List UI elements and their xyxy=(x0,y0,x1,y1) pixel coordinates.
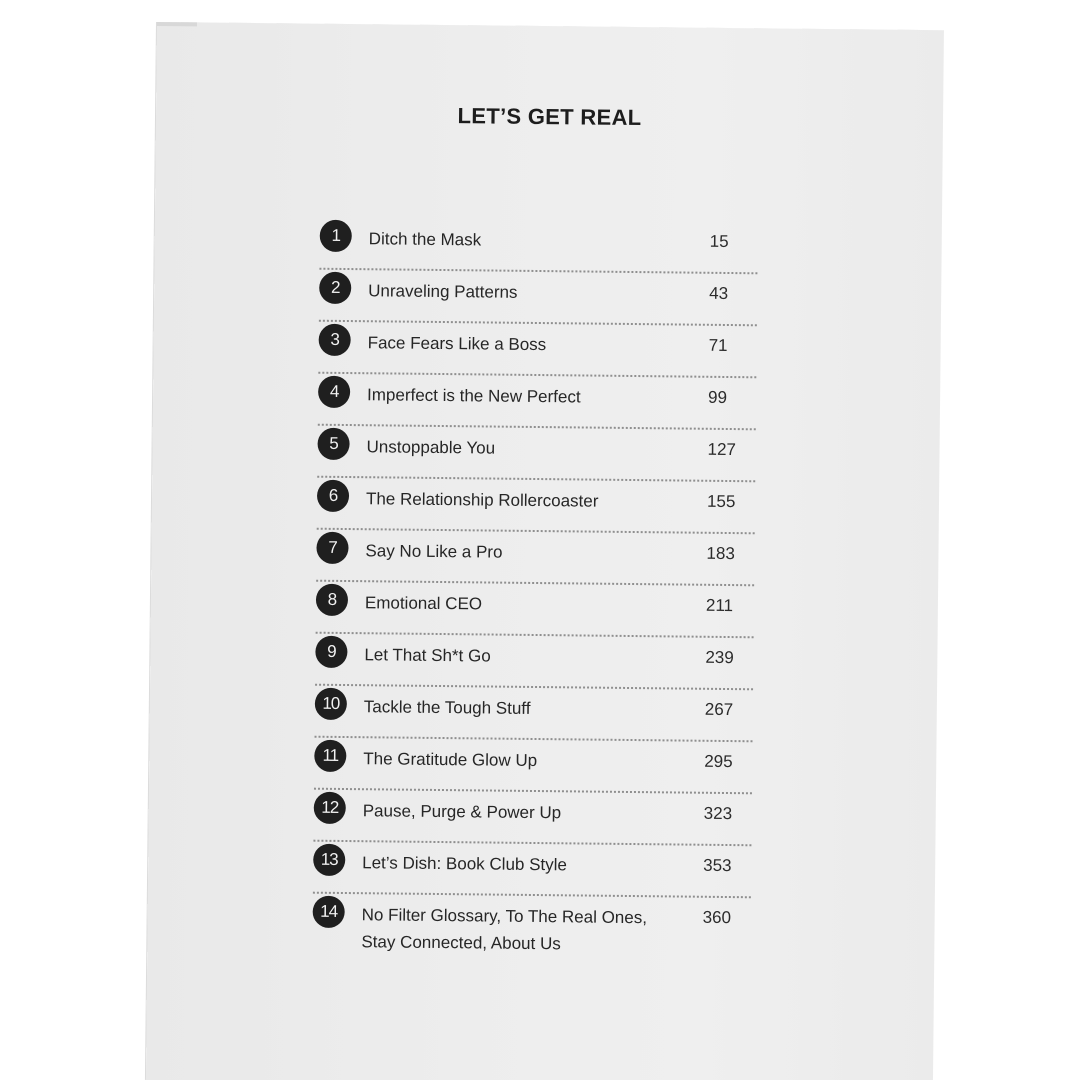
chapter-title: Say No Like a Pro xyxy=(365,541,503,562)
chapter-page-number: 267 xyxy=(704,699,734,720)
book-page xyxy=(146,22,944,1080)
chapter-number-badge: 2 xyxy=(319,272,351,304)
chapter-page-number: 15 xyxy=(709,231,729,251)
toc-row[interactable] xyxy=(318,322,757,379)
chapter-number-badge: 7 xyxy=(316,532,348,564)
chapter-number-badge: 13 xyxy=(313,844,345,876)
chapter-number-badge: 11 xyxy=(314,740,346,772)
chapter-title: Tackle the Tough Stuff xyxy=(363,697,531,718)
chapter-title: Unraveling Patterns xyxy=(368,281,518,302)
chapter-page-number: 360 xyxy=(702,907,732,928)
chapter-title: Emotional CEO xyxy=(364,593,483,614)
chapter-title: Ditch the Mask xyxy=(368,229,482,250)
chapter-page-number: 99 xyxy=(708,387,728,407)
toc-row[interactable] xyxy=(314,738,753,795)
chapter-page-number: 155 xyxy=(706,491,736,512)
chapter-number-badge: 10 xyxy=(315,688,347,720)
chapter-title: Imperfect is the New Perfect xyxy=(367,385,581,407)
chapter-number-badge: 14 xyxy=(313,896,345,928)
toc-row[interactable] xyxy=(317,426,756,483)
chapter-page-number: 71 xyxy=(708,335,728,355)
chapter-title: Unstoppable You xyxy=(366,437,496,458)
chapter-title: Face Fears Like a Boss xyxy=(367,333,547,355)
chapter-number-badge: 8 xyxy=(316,584,348,616)
chapter-title: Let’s Dish: Book Club Style xyxy=(362,853,568,875)
chapter-page-number: 239 xyxy=(705,647,734,668)
chapter-page-number: 127 xyxy=(707,439,737,460)
toc-row[interactable] xyxy=(312,894,751,981)
chapter-number-badge: 6 xyxy=(317,480,349,512)
toc-row[interactable] xyxy=(318,374,757,431)
page-title: LET’S GET REAL xyxy=(457,103,642,131)
chapter-title: Let That Sh*t Go xyxy=(364,645,491,666)
toc-row[interactable] xyxy=(313,790,752,847)
chapter-page-number: 323 xyxy=(703,803,733,824)
toc-row[interactable] xyxy=(319,270,758,327)
chapter-title: Pause, Purge & Power Up xyxy=(362,801,562,823)
chapter-number-badge: 4 xyxy=(318,376,350,408)
chapter-page-number: 43 xyxy=(709,283,729,303)
chapter-number-badge: 1 xyxy=(320,220,352,252)
chapter-number-badge: 3 xyxy=(319,324,351,356)
chapter-page-number: 183 xyxy=(706,543,735,564)
table-of-contents xyxy=(312,218,758,981)
toc-row[interactable] xyxy=(316,582,755,639)
chapter-title: The Gratitude Glow Up xyxy=(363,749,538,771)
chapter-number-badge: 12 xyxy=(314,792,346,824)
toc-row[interactable] xyxy=(319,218,758,275)
chapter-number-badge: 5 xyxy=(317,428,349,460)
chapter-page-number: 295 xyxy=(704,751,733,772)
toc-row[interactable] xyxy=(317,478,756,535)
toc-row[interactable] xyxy=(315,686,754,743)
toc-row[interactable] xyxy=(315,634,754,691)
chapter-title: The Relationship Rollercoaster xyxy=(365,489,599,511)
chapter-number-badge: 9 xyxy=(315,636,347,668)
chapter-page-number: 353 xyxy=(703,855,732,876)
page-corner-shadow xyxy=(157,22,197,26)
chapter-title: No Filter Glossary, To The Real Ones, Stay Connected, About Us xyxy=(361,905,648,954)
toc-row[interactable] xyxy=(316,530,755,587)
toc-row[interactable] xyxy=(313,842,752,899)
chapter-page-number: 211 xyxy=(705,595,734,616)
